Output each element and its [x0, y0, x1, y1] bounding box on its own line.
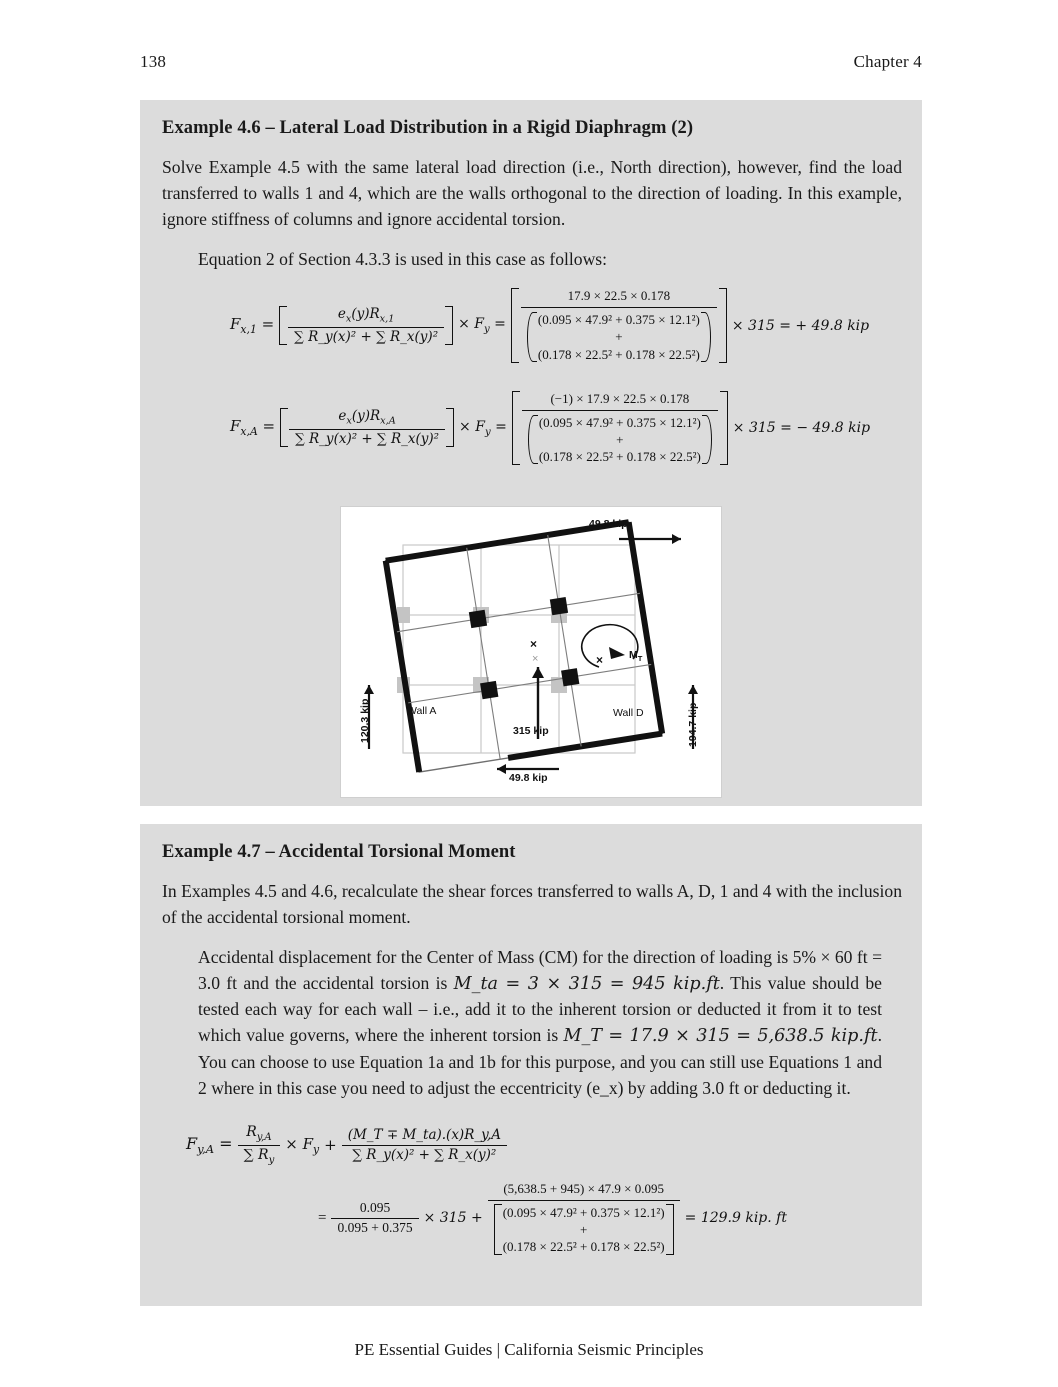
- figure-bottom-force-label: 49.8 kip: [509, 772, 548, 784]
- eq3-lhs: F: [186, 1134, 198, 1154]
- rigid-diaphragm-figure: [340, 506, 722, 798]
- eq3-times-fy: × F: [285, 1134, 314, 1153]
- equation-fya-line1: $F_{y,A}$ = $\frac{R_{y,A}}{\sum R_y}$ × $F_y$ + $\frac{(M\_T \mp M\_ta).(x)R\_y,A}{\text{∑ R\_y(x)² + ∑ R\_x(y)²}}$: [186, 1124, 902, 1167]
- eq1-den-plus: +: [615, 329, 623, 345]
- eq1-den-line2: (0.178 × 22.5² + 0.178 × 22.5²): [537, 346, 700, 362]
- eq3-result: = 129.9 kip. ft: [684, 1210, 787, 1227]
- eq2-den-line1: (0.095 × 47.9² + 0.375 × 12.1²): [538, 414, 701, 430]
- figure-moment-m: M: [629, 649, 638, 661]
- eq2-lhs: F: [230, 417, 241, 436]
- equation-fx1: $F_{x,1}$ = $\frac{e_x(y)R_{x,1}}{\text{∑ R\_y(x)² + ∑ R\_x(y)²}}$ × $F_y$ = 17.9 × 22.5 × 0.178 (0.095 × 47.9² + 0.375 × 12.1²) + (0.178 × 22.5² + 0.178 × 22.5²) × 315 = + 49.8 kip: [230, 288, 870, 362]
- svg-text:×: ×: [530, 637, 538, 651]
- eq1-lhs: F: [230, 315, 241, 334]
- eq3-t2-num: (M_T ∓ M_ta).(x)R_y,A: [342, 1127, 507, 1145]
- eq2-num-r-sub: x,A: [380, 416, 396, 428]
- eq2-big-num: (−1) × 17.9 × 22.5 × 0.178: [522, 391, 718, 411]
- p2-part-c: . You can choose to use Equation 1a and 1b for this purpose, and you can still use Equations 1 and 2 where in this case you need to adjust the eccentricity (e_x) by adding 3.0 ft or deducting it.: [198, 1025, 882, 1099]
- eq3-equals: =: [318, 1209, 327, 1226]
- chapter-label: Chapter 4: [853, 52, 922, 71]
- example-4-6-title: Example 4.6 – Lateral Load Distribution in a Rigid Diaphragm (2): [162, 118, 694, 138]
- eq2-times-fy: × F: [459, 418, 485, 435]
- svg-text:×: ×: [596, 653, 604, 667]
- eq3-times-fy-sub: y: [313, 1142, 320, 1156]
- eq3-t3-den: 0.095 + 0.375: [337, 1219, 413, 1235]
- p2-part-a: Accidental displacement for the Center of Mass (CM) for the direction of loading is 5% × 60 ft = 3.0 ft and the accidental torsion is: [198, 946, 882, 993]
- eq1-num-e: e: [337, 306, 346, 323]
- eq2-den: ∑ R_y(x)² + ∑ R_x(y)²: [295, 430, 440, 447]
- equation-fxa: $F_{x,A}$ = $\frac{e_x(y)R_{x,A}}{\text{∑ R\_y(x)² + ∑ R\_x(y)²}}$ × $F_y$ = (−1) × 17.9 × 22.5 × 0.178 (0.095 × 47.9² + 0.375 × 12.1²) + (0.178 × 22.5² + 0.178 × 22.5²) × 315 = − 49.8 kip: [230, 390, 871, 464]
- eq2-num-r: (y)R: [351, 408, 381, 425]
- example-4-7-title: Example 4.7 – Accidental Torsional Moment: [162, 842, 516, 862]
- figure-moment-label: [629, 649, 642, 663]
- eq1-times-fy-sub: y: [484, 324, 490, 335]
- example-4-7-box: [140, 824, 922, 1306]
- eq1-tail: × 315 = + 49.8 kip: [731, 317, 870, 334]
- eq1-den-line1: (0.095 × 47.9² + 0.375 × 12.1²): [537, 312, 700, 328]
- eq3-plus: +: [324, 1136, 337, 1155]
- eq1-times-fy: × F: [458, 316, 485, 333]
- eq1-num-r: (y)R: [351, 306, 380, 323]
- figure-moment-sub: T: [637, 654, 643, 664]
- p2-mta: M_ta = 3 × 315 = 945 kip.ft: [453, 973, 720, 994]
- eq2-lhs-sub: x,A: [240, 425, 258, 439]
- page-number: 138: [140, 52, 167, 71]
- page-footer: PE Essential Guides | California Seismic Principles: [354, 1340, 704, 1359]
- example-4-6-paragraph: Solve Example 4.5 with the same lateral load direction (i.e., North direction), however, find the load transferred to walls 1 and 4, which are the walls orthogonal to the direction of loading. In this example, ignore stiffness of columns and ignore accidental torsion.: [162, 157, 902, 229]
- eq1-num-r-sub: x,1: [379, 313, 395, 325]
- svg-text:×: ×: [532, 653, 539, 665]
- eq3-t4-den-plus: +: [579, 1222, 588, 1238]
- example-4-7-paragraph-1: In Examples 4.5 and 4.6, recalculate the shear forces transferred to walls A, D, 1 and 4 with the inclusion of the accidental torsional moment.: [162, 881, 902, 927]
- p2-part-b: . This value should be tested each way for each wall – i.e., add it to the inherent torsion or deducted it from it to test which value governs, where the inherent torsion is: [198, 972, 882, 1046]
- eq3-t3-num: 0.095: [331, 1200, 418, 1218]
- eq3-t4-den-2: (0.178 × 22.5² + 0.178 × 22.5²): [502, 1239, 665, 1255]
- eq1-den: ∑ R_y(x)² + ∑ R_x(y)²: [294, 328, 439, 345]
- eq1-big-num: 17.9 × 22.5 × 0.178: [521, 288, 717, 308]
- eq3-t1-den-sub: y: [268, 1154, 275, 1166]
- eq3-t2-den: ∑ R_y(x)² + ∑ R_x(y)²: [352, 1146, 497, 1163]
- equation-fya-line2: [318, 1181, 902, 1255]
- eq2-num-e: e: [338, 408, 347, 425]
- eq3-t1-num-sub: y,A: [256, 1131, 272, 1143]
- figure-wall-d-label: Wall D: [613, 707, 644, 719]
- eq2-times-fy-sub: y: [484, 426, 491, 438]
- eq1-lhs-sub: x,1: [240, 323, 257, 337]
- figure-top-force-label: 49.8 kip: [589, 518, 628, 530]
- figure-center-force-label: 315 kip: [513, 725, 549, 737]
- figure-wall-a-label: Wall A: [407, 705, 437, 717]
- eq2-num-e-sub: x: [346, 416, 352, 428]
- eq3-t1-num: R: [246, 1123, 257, 1140]
- eq3-t4-num: (5,638.5 + 945) × 47.9 × 0.095: [488, 1181, 680, 1201]
- figure-right-force-label: 194.7 kip: [687, 702, 699, 747]
- figure-left-force-label: 120.3 kip: [359, 698, 371, 743]
- eq3-lhs-sub: y,A: [197, 1142, 215, 1157]
- p2-mt: M_T = 17.9 × 315 = 5,638.5 kip.ft: [563, 1026, 878, 1047]
- eq2-den-plus: +: [616, 431, 624, 447]
- eq2-den-line2: (0.178 × 22.5² + 0.178 × 22.5²): [538, 448, 701, 464]
- eq2-tail: × 315 = − 49.8 kip: [732, 419, 871, 436]
- eq3-t4-den-1: (0.095 × 47.9² + 0.375 × 12.1²): [502, 1204, 665, 1220]
- example-4-6-equation-lead: Equation 2 of Section 4.3.3 is used in this case as follows:: [198, 248, 608, 269]
- running-head: [140, 52, 922, 72]
- eq3-t1-den: ∑ R: [243, 1146, 269, 1163]
- eq3-t3-times: × 315 +: [423, 1210, 483, 1227]
- example-4-7-paragraph-2: [198, 945, 882, 1102]
- diaphragm-svg: [341, 507, 721, 797]
- eq1-num-e-sub: x: [345, 313, 352, 325]
